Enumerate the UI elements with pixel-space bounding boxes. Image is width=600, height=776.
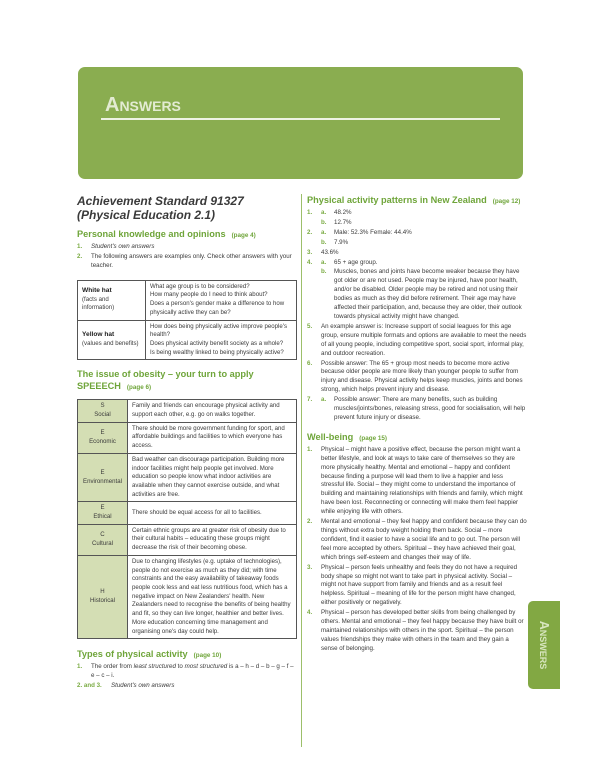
table-row (78, 280, 297, 320)
emphasis: most structured (184, 663, 228, 671)
section-heading-personal (77, 228, 297, 242)
left-column (77, 194, 297, 691)
list-item (77, 243, 297, 252)
speeech-key (78, 422, 128, 453)
list-item (307, 323, 527, 359)
item-number: 5. (307, 322, 313, 330)
item-text: Possible answer: The 65 + group most needs to become more active because older people are more likely than younger people to suffer from injury and disease. Physical activity helps keep muscles, joints and bones strong, which helps prevent injury and disease. (321, 359, 523, 394)
list-item (307, 446, 527, 517)
text-part: is a – h – d – b – g – f – e – c – i. (91, 663, 294, 680)
question: How many people do I need to think about? (150, 291, 268, 299)
item-text: 12.7% (334, 218, 352, 226)
speeech-key (78, 502, 128, 524)
speeech-text: Family and friends can encourage physical activity and support each other, e.g. go on walks together. (128, 400, 297, 422)
speeech-text: Certain ethnic groups are at greater risk of obesity due to their cultural habits – educating these groups might decrease the risk of their becoming obese. (128, 524, 297, 555)
standard-title-line2: (Physical Education 2.1) (77, 208, 216, 222)
page-ref: (page 10) (193, 652, 222, 660)
letter: S (100, 402, 105, 410)
heading-text: The issue of obesity – your turn to apply SPEEECH (77, 369, 254, 392)
item-number: 1. (307, 445, 313, 453)
table-row (78, 502, 297, 524)
sub-label: a. (321, 209, 327, 216)
item-text: Physical – person feels unhealthy and feels they do not have a required body shape so might not want to take part in physical activity. Social – might not have support from family and friends and as a result feel helpless. Spiritual – meaning of life for the person might have changed, either positively or negatively. (321, 563, 518, 607)
hat-name: Yellow hat (82, 331, 115, 339)
item-number: 6. (307, 359, 313, 367)
list-item (307, 564, 527, 609)
table-row (78, 524, 297, 555)
letter: H (100, 588, 105, 596)
list-item (307, 259, 527, 268)
list-item (77, 253, 297, 271)
sub-label: b. (321, 218, 327, 226)
banner-rule (101, 118, 500, 120)
item-number: 3. (307, 248, 313, 256)
section-heading-wellbeing (307, 431, 527, 445)
question: Does a person's gender make a difference to how physically active they can be? (150, 300, 285, 316)
page-ref: (page 6) (126, 384, 152, 392)
answers-side-tab (528, 601, 560, 689)
hat-name: White hat (82, 287, 112, 295)
question: What age group is to be considered? (150, 282, 250, 290)
heading-text: Physical activity patterns in New Zealand (307, 195, 487, 205)
thinking-hats-table (77, 280, 297, 361)
letter: E (100, 504, 105, 512)
list-item (307, 249, 527, 258)
text-part: The order from (91, 663, 134, 671)
list-item (307, 360, 527, 396)
right-column (307, 194, 527, 654)
speeech-text: There should be more government funding for sport, and affordable buildings and facilities to which everyone has access. (128, 422, 297, 453)
item-text: Male: 52.3% Female: 44.4% (334, 228, 412, 236)
sub-label: b. (321, 238, 327, 246)
list-item (77, 682, 297, 691)
table-row (78, 320, 297, 360)
item-number: 2. (307, 228, 313, 236)
speeech-key (78, 400, 128, 422)
section-heading-patterns (307, 194, 527, 208)
speeech-table (77, 399, 297, 639)
list-item (307, 219, 527, 228)
speeech-text: Bad weather can discourage participation. Building more indoor facilities might help people get involved. More education so people know what indoor activities are available when they cannot exercise outside, and what activities are free. (128, 453, 297, 502)
item-number: 1. (77, 663, 83, 671)
letter: E (100, 468, 105, 476)
label: Historical (89, 597, 116, 605)
question: Is being wealthy linked to being physically active? (150, 348, 284, 356)
page-ref: (page 4) (231, 232, 256, 239)
hat-key (78, 280, 146, 320)
label: Ethical (93, 513, 112, 521)
hat-questions (146, 320, 297, 360)
speeech-text: Due to changing lifestyles (e.g. uptake of technologies), people do not exercise as much as they did; with time constraints and the easy availability of takeaway foods people cook less and eat less nutritious food, which has a negative impact on New Zealanders' health. New Zealanders need to recognise the benefits of being healthy and fit, so they can live longer, healthier and better lives. More education concerning time management and organising one's day could help. (128, 555, 297, 638)
item-number: 1. (307, 209, 313, 216)
item-text: 7.9% (334, 238, 349, 246)
item-text: The following answers are examples only. Check other answers with your teacher. (91, 252, 292, 269)
item-number: 2. and 3. (77, 682, 102, 690)
item-text: Mental and emotional – they feel happy and confident because they can do things without extra body weight holding them back. Social – more confident, find it easier to have a social life and to go out. The person will feel more accepted by others. Spiritual – they have achieved their goal, which brings self-esteem and changes their way of life. (321, 518, 527, 561)
letter: E (100, 429, 105, 437)
item-text: Physical – person has developed better skills from being challenged by others. Mental and emotional – they feel happy because they have built or maintained relationships with others in the sport. Spiritual – the person values friendships they make with others in the team and they gain a sense of belonging. (321, 609, 524, 652)
sub-label: b. (321, 268, 327, 276)
page-ref: (page 15) (359, 434, 387, 442)
item-text: Physical – might have a positive effect, because the person might want a better lifestyle, and look at ways to take care of themselves so they are more physically healthy. Mental and emotional – happy and confident because finding a purpose will lead them to live a happier and less stressful life. Social – they might come to understand the importance of building and maintaining relationships with friends and family, which might have been lost. Reconnecting or connecting will make them feel happier while enjoying life with others. (321, 445, 523, 516)
list-item (307, 518, 527, 563)
heading-text: Types of physical activity (77, 649, 188, 660)
list-item (77, 663, 297, 681)
sub-label: a. (321, 228, 327, 236)
item-text: 43.6% (321, 248, 339, 256)
list-item (307, 239, 527, 248)
hat-questions (146, 280, 297, 320)
item-text: An example answer is: Increase support of social leagues for this age group, ensure multiple formats and options are available to meet the needs of all young people, including competitive sport, social sport, informal play, and outdoor recreation. (321, 322, 527, 357)
item-text: Muscles, bones and joints have become weaker because they have got older or are not used. People may be injured, have poor health, and/or be disabled. Older people may be retired and not using their bodies as much as they did before retirement. Their age may have affected their participation, and, because they are older, their outlook towards physical activity might have changed. (334, 268, 522, 320)
table-row (78, 555, 297, 638)
label: Environmental (83, 477, 122, 485)
list-item (307, 609, 527, 654)
column-divider (301, 194, 302, 747)
item-number: 3. (307, 563, 313, 571)
label: Cultural (92, 539, 113, 547)
standard-title-line1: Achievement Standard 91327 (77, 194, 244, 208)
item-number: 4. (307, 609, 313, 617)
heading-text: Personal knowledge and opinions (77, 229, 226, 239)
side-tab-label: Answers (537, 620, 551, 670)
table-row (78, 400, 297, 422)
list-item (307, 229, 527, 238)
heading-text: Well-being (307, 431, 354, 442)
hat-desc: (values and benefits) (82, 339, 139, 347)
item-number: 2. (77, 252, 83, 260)
banner-title: Answers (105, 94, 181, 116)
letter: C (100, 531, 105, 539)
item-text: Student's own answers (111, 682, 175, 690)
text-part: to (175, 663, 185, 671)
list-item (307, 209, 527, 218)
item-text (91, 663, 297, 681)
item-text: Student's own answers (91, 243, 155, 250)
speeech-key (78, 524, 128, 555)
page-ref: (page 12) (492, 198, 521, 205)
answers-banner (78, 67, 523, 179)
hat-key (78, 320, 146, 360)
item-text: 48.2% (334, 209, 352, 216)
table-row (78, 422, 297, 453)
section-heading-types (77, 648, 297, 662)
item-number: 1. (77, 243, 83, 250)
speeech-key (78, 453, 128, 502)
item-number: 7. (307, 396, 313, 404)
speeech-text: There should be equal access for all to facilities. (128, 502, 297, 524)
standard-title (77, 194, 297, 222)
question: How does being physically active improve people's health? (150, 322, 287, 339)
speeech-key (78, 555, 128, 638)
item-number: 4. (307, 258, 313, 266)
emphasis: least structured (133, 663, 176, 671)
question: Does physical activity benefit society as a whole? (150, 339, 284, 347)
label: Economic (89, 437, 116, 445)
label: Social (94, 411, 111, 419)
item-number: 2. (307, 518, 313, 526)
section-heading-obesity (77, 368, 297, 394)
sub-label: a. (321, 258, 327, 266)
hat-desc: (facts and information) (82, 295, 115, 312)
list-item (307, 268, 527, 321)
item-text: 65 + age group. (334, 258, 378, 266)
sub-label: a. (321, 396, 327, 404)
item-text: Possible answer: There are many benefits, such as building muscles/joints/bones, releasing stress, good for socialisation, will help prevent future injury or disease. (334, 396, 526, 421)
list-item (307, 396, 527, 423)
table-row (78, 453, 297, 502)
